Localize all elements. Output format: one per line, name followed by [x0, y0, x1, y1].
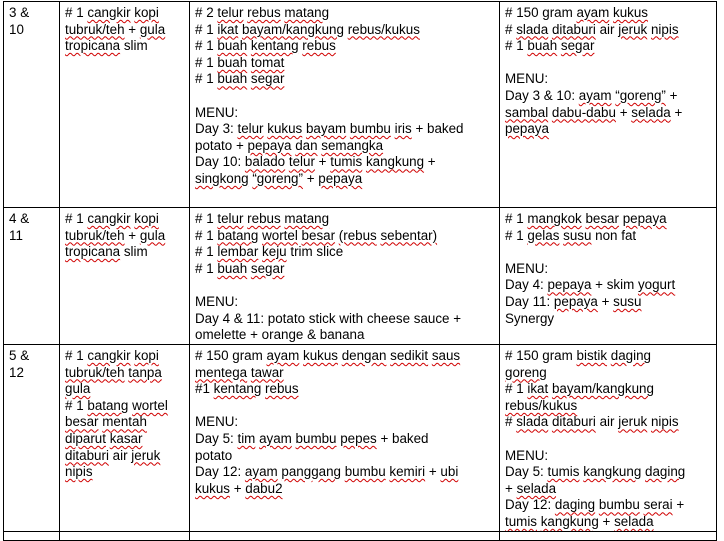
cell-line: # 2 telur rebus matang	[195, 5, 330, 20]
cell-line: tubruk/teh + gula	[65, 227, 166, 243]
cell-line: MENU:	[505, 447, 549, 463]
cell-line: Day 3: telur kukus bayam bumbu iris + baked	[195, 121, 464, 137]
cell-line: tubruk/teh tanpa	[65, 364, 162, 380]
cell-line: MENU:	[195, 104, 239, 120]
cell-line: tumis kangkung + selada	[505, 513, 654, 529]
cell-line: # 1 buah segar	[195, 260, 285, 276]
table-row	[4, 208, 717, 345]
cell-line: MENU:	[505, 71, 549, 87]
cell-line: sambal dabu-dabu + selada +	[505, 104, 683, 120]
cell-line: 11	[9, 227, 23, 243]
dinner-cell	[500, 208, 717, 345]
cell-line: # 150 gram ayam kukus dengan sedikit saus	[195, 348, 461, 363]
cell-line: # 1 buah kentang rebus	[195, 38, 336, 54]
cell-line: # 150 gram ayam kukus	[505, 5, 648, 20]
lunch-cell	[190, 2, 500, 208]
cell-line: rebus/kukus	[505, 397, 578, 413]
cell-line: # 1 ikat bayam/kangkung	[505, 381, 654, 397]
cell-line: # 1 cangkir kopi	[65, 5, 159, 20]
cell-line: potato + pepaya dan semangka	[195, 137, 384, 153]
cell-line: pepaya	[505, 121, 549, 137]
breakfast-cell	[60, 208, 190, 345]
blank-line	[195, 88, 495, 105]
empty-cell	[500, 531, 717, 540]
breakfast-cell	[60, 2, 190, 208]
empty-cell	[190, 531, 500, 540]
blank-line	[505, 244, 712, 261]
cell-line: MENU:	[195, 293, 239, 309]
dinner-cell	[500, 345, 717, 532]
cell-line: MENU:	[195, 414, 239, 430]
cell-line: Day 11: pepaya + susu	[505, 293, 642, 309]
cell-line: Day 12: ayam panggang bumbu kemiri + ubi	[195, 464, 459, 480]
cell-line: gula	[65, 381, 91, 397]
cell-line: # 1 buah tomat	[195, 54, 285, 70]
cell-line: # slada ditaburi air jeruk nipis	[505, 21, 679, 37]
cell-line: # slada ditaburi air jeruk nipis	[505, 414, 679, 430]
cell-line: 4 &	[9, 211, 30, 226]
cell-line: Day 5: tim ayam bumbu pepes + baked	[195, 430, 429, 446]
breakfast-cell	[60, 345, 190, 532]
cell-line: # 1 mangkok besar pepaya	[505, 211, 667, 226]
cell-line: #1 kentang rebus	[195, 381, 299, 397]
cell-line: 5 &	[9, 348, 30, 363]
lunch-cell	[190, 345, 500, 532]
cell-line: # 1 buah segar	[195, 71, 285, 87]
cell-line: + selada	[505, 480, 557, 496]
empty-cell	[4, 531, 60, 540]
cell-line: 12	[9, 364, 24, 380]
cell-line: Day 4: pepaya + skim yogurt	[505, 277, 676, 293]
cell-line: diparut kasar	[65, 430, 143, 446]
cell-line: tropicana slim	[65, 38, 148, 54]
cell-line: # 1 ikat bayam/kangkung rebus/kukus	[195, 21, 420, 37]
cell-line: Day 3 & 10: ayam “goreng” +	[505, 87, 678, 103]
cell-line: kukus + dabu2	[195, 480, 283, 496]
cell-line: # 1 cangkir kopi	[65, 211, 159, 226]
cell-line: # 1 gelas susu non fat	[505, 227, 637, 243]
cell-line: # 1 buah segar	[505, 38, 595, 54]
lunch-cell	[190, 208, 500, 345]
blank-line	[195, 277, 495, 294]
cell-line: singkong “goreng” + pepaya	[195, 170, 363, 186]
blank-line	[505, 55, 712, 72]
cell-line: tropicana slim	[65, 244, 148, 260]
day-cell	[4, 2, 60, 208]
cell-line: # 150 gram bistik daging	[505, 348, 651, 363]
blank-line	[195, 398, 495, 415]
cell-line: potato	[195, 447, 233, 463]
cell-line: omelette + orange & banana	[195, 327, 365, 343]
cell-line: Day 5: tumis kangkung daging	[505, 464, 686, 480]
cell-line: 10	[9, 21, 24, 37]
table-row	[4, 531, 717, 540]
cell-line: # 1 lembar keju trim slice	[195, 244, 344, 260]
cell-line: Synergy	[505, 310, 555, 326]
cell-line: # 1 batang wortel	[65, 397, 168, 413]
empty-cell	[60, 531, 190, 540]
day-cell	[4, 208, 60, 345]
cell-line: Day 12: daging bumbu serai +	[505, 497, 685, 513]
cell-line: # 1 cangkir kopi	[65, 348, 159, 363]
cell-line: tubruk/teh + gula	[65, 21, 166, 37]
table-row	[4, 2, 717, 208]
cell-line: nipis	[65, 464, 93, 480]
cell-line: goreng	[505, 364, 547, 380]
dinner-cell	[500, 2, 717, 208]
cell-line: besar mentah	[65, 414, 147, 430]
meal-plan-table	[3, 1, 717, 541]
cell-line: Day 4 & 11: potato stick with cheese sauce +	[195, 310, 462, 326]
cell-line: # 1 telur rebus matang	[195, 211, 330, 226]
cell-line: 3 &	[9, 5, 30, 20]
blank-line	[505, 431, 712, 448]
cell-line: ditaburi air jeruk	[65, 447, 161, 463]
day-cell	[4, 345, 60, 532]
cell-line: Day 10: balado telur + tumis kangkung +	[195, 154, 436, 170]
cell-line: # 1 batang wortel besar (rebus sebentar)	[195, 227, 438, 243]
cell-line: mentega tawar	[195, 364, 284, 380]
table-row	[4, 345, 717, 532]
cell-line: MENU:	[505, 260, 549, 276]
